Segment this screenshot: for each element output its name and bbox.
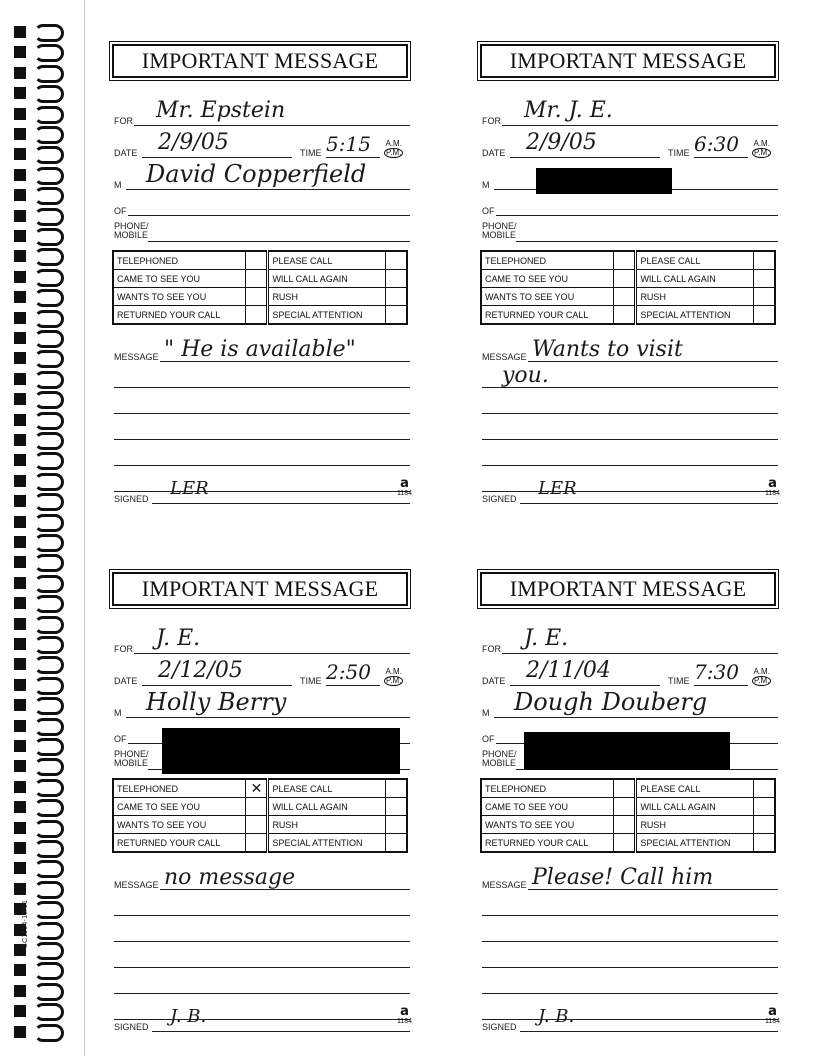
spiral-coil bbox=[14, 514, 62, 528]
returned-your-call-checkbox[interactable] bbox=[246, 834, 268, 853]
spiral-coil bbox=[14, 208, 62, 222]
spiral-coil bbox=[14, 65, 62, 79]
form-logo bbox=[397, 478, 412, 498]
am-label: A.M. bbox=[753, 139, 770, 148]
form-logo bbox=[397, 1006, 412, 1026]
phone-label bbox=[482, 750, 517, 768]
spiral-coil bbox=[14, 738, 62, 752]
signed-line bbox=[152, 503, 410, 504]
spiral-coil bbox=[14, 248, 62, 262]
date-value: 2/11/04 bbox=[526, 658, 611, 683]
m-line bbox=[126, 717, 410, 718]
phone-label-line-1: PHONE/ bbox=[482, 749, 517, 759]
time-line bbox=[326, 157, 380, 158]
am-label: A.M. bbox=[385, 667, 402, 676]
pm-label: P.M. bbox=[754, 148, 770, 157]
telephoned-label: TELEPHONED bbox=[481, 251, 614, 270]
for-label: FOR bbox=[482, 644, 501, 654]
for-label: FOR bbox=[114, 116, 133, 126]
phone-label bbox=[114, 750, 149, 768]
signed-value: LER bbox=[170, 478, 209, 499]
message-line-4 bbox=[482, 465, 778, 466]
special-attention-label: SPECIAL ATTENTION bbox=[636, 834, 754, 853]
signed-label: SIGNED bbox=[114, 1022, 149, 1032]
signed-value: J. B. bbox=[538, 1006, 575, 1027]
telephoned-checkbox[interactable] bbox=[614, 779, 636, 798]
message-line-4 bbox=[482, 993, 778, 994]
message-slip-2 bbox=[472, 36, 798, 512]
redaction-box bbox=[536, 168, 672, 194]
date-label: DATE bbox=[482, 148, 506, 158]
special-attention-checkbox[interactable] bbox=[754, 306, 776, 325]
for-line bbox=[134, 125, 410, 126]
came-to-see-you-checkbox[interactable] bbox=[614, 270, 636, 288]
please-call-checkbox[interactable] bbox=[386, 779, 408, 798]
form-number: 1184 bbox=[396, 1018, 412, 1025]
spiral-coil bbox=[14, 432, 62, 446]
message-text-line-0: Please! Call him bbox=[532, 865, 714, 890]
time-line bbox=[326, 685, 380, 686]
spiral-coil bbox=[14, 452, 62, 466]
message-line-1 bbox=[114, 387, 410, 388]
m-line bbox=[494, 717, 778, 718]
special-attention-label: SPECIAL ATTENTION bbox=[268, 834, 386, 853]
spiral-coil bbox=[14, 860, 62, 874]
wants-to-see-you-checkbox[interactable] bbox=[246, 288, 268, 306]
for-value: Mr. J. E. bbox=[524, 98, 613, 123]
rush-label: RUSH bbox=[268, 816, 386, 834]
spiral-coil bbox=[14, 350, 62, 364]
for-value: J. E. bbox=[524, 626, 569, 651]
message-line-5 bbox=[114, 491, 410, 492]
signed-value: LER bbox=[538, 478, 577, 499]
special-attention-label: SPECIAL ATTENTION bbox=[268, 306, 386, 325]
for-label: FOR bbox=[482, 116, 501, 126]
phone-label-line-1: PHONE/ bbox=[114, 221, 149, 231]
spiral-coil bbox=[14, 106, 62, 120]
time-value: 6:30 bbox=[694, 132, 739, 156]
date-label: DATE bbox=[114, 148, 138, 158]
date-value: 2/9/05 bbox=[526, 130, 597, 155]
form-code: SC1184-10/01 bbox=[22, 899, 29, 948]
will-call-again-label: WILL CALL AGAIN bbox=[268, 798, 386, 816]
came-to-see-you-label: CAME TO SEE YOU bbox=[481, 798, 614, 816]
phone-line bbox=[516, 241, 778, 242]
for-value: Mr. Epstein bbox=[156, 98, 286, 123]
message-line-2 bbox=[482, 413, 778, 414]
message-line-3 bbox=[482, 439, 778, 440]
spiral-binding bbox=[4, 24, 68, 1054]
page-margin-line bbox=[84, 0, 85, 1056]
spiral-coil bbox=[14, 799, 62, 813]
pm-label: P.M. bbox=[386, 148, 402, 157]
of-label: OF bbox=[482, 206, 495, 216]
wants-to-see-you-label: WANTS TO SEE YOU bbox=[113, 288, 246, 306]
will-call-again-checkbox[interactable] bbox=[754, 270, 776, 288]
redaction-box bbox=[524, 732, 730, 770]
spiral-coil bbox=[14, 575, 62, 589]
phone-label-line-2: MOBILE bbox=[114, 230, 149, 240]
of-line bbox=[496, 215, 778, 216]
check-table bbox=[112, 778, 408, 853]
date-label: DATE bbox=[114, 676, 138, 686]
wants-to-see-you-checkbox[interactable] bbox=[614, 288, 636, 306]
of-label: OF bbox=[114, 734, 127, 744]
message-line-3 bbox=[482, 967, 778, 968]
wants-to-see-you-checkbox[interactable] bbox=[614, 816, 636, 834]
am-label: A.M. bbox=[385, 139, 402, 148]
spiral-coil bbox=[14, 820, 62, 834]
spiral-coil bbox=[14, 983, 62, 997]
signed-line bbox=[520, 503, 778, 504]
slip-title: IMPORTANT MESSAGE bbox=[480, 44, 776, 78]
slip-title: IMPORTANT MESSAGE bbox=[112, 572, 408, 606]
returned-your-call-label: RETURNED YOUR CALL bbox=[113, 834, 246, 853]
for-line bbox=[134, 653, 410, 654]
spiral-coil bbox=[14, 840, 62, 854]
came-to-see-you-checkbox[interactable] bbox=[614, 798, 636, 816]
phone-label-line-2: MOBILE bbox=[482, 230, 517, 240]
telephoned-checkbox[interactable]: ✕ bbox=[246, 779, 268, 798]
slip-title: IMPORTANT MESSAGE bbox=[112, 44, 408, 78]
from-value: Holly Berry bbox=[146, 688, 287, 716]
message-text-line-0: Wants to visit bbox=[532, 337, 683, 362]
signed-label: SIGNED bbox=[482, 1022, 517, 1032]
am-pm-indicator bbox=[384, 140, 403, 158]
time-value: 2:50 bbox=[326, 660, 371, 684]
spiral-coil bbox=[14, 962, 62, 976]
message-slip-3 bbox=[104, 564, 430, 1040]
message-line-5 bbox=[482, 491, 778, 492]
pm-label: P.M. bbox=[386, 676, 402, 685]
rush-label: RUSH bbox=[268, 288, 386, 306]
time-label: TIME bbox=[668, 676, 690, 686]
am-label: A.M. bbox=[753, 667, 770, 676]
rush-checkbox[interactable] bbox=[386, 816, 408, 834]
spiral-coil bbox=[14, 269, 62, 283]
message-line-4 bbox=[114, 993, 410, 994]
spiral-coil bbox=[14, 187, 62, 201]
spiral-coil bbox=[14, 412, 62, 426]
message-line-3 bbox=[114, 967, 410, 968]
m-label: M bbox=[114, 708, 122, 718]
wants-to-see-you-label: WANTS TO SEE YOU bbox=[113, 816, 246, 834]
redaction-box bbox=[162, 728, 400, 774]
will-call-again-checkbox[interactable] bbox=[386, 270, 408, 288]
came-to-see-you-label: CAME TO SEE YOU bbox=[113, 270, 246, 288]
message-line-1 bbox=[482, 915, 778, 916]
time-line bbox=[694, 157, 748, 158]
will-call-again-checkbox[interactable] bbox=[386, 798, 408, 816]
for-label: FOR bbox=[114, 644, 133, 654]
form-logo bbox=[765, 1006, 780, 1026]
date-value: 2/12/05 bbox=[158, 658, 243, 683]
message-line-3 bbox=[114, 439, 410, 440]
please-call-label: PLEASE CALL bbox=[636, 251, 754, 270]
am-pm-indicator bbox=[384, 668, 403, 686]
message-label: MESSAGE bbox=[482, 352, 527, 362]
spiral-coil bbox=[14, 677, 62, 691]
of-label: OF bbox=[482, 734, 495, 744]
phone-label bbox=[114, 222, 149, 240]
telephoned-label: TELEPHONED bbox=[113, 251, 246, 270]
from-value: David Copperfield bbox=[146, 160, 367, 188]
time-value: 7:30 bbox=[694, 660, 739, 684]
spiral-coil bbox=[14, 167, 62, 181]
spiral-coil bbox=[14, 310, 62, 324]
special-attention-label: SPECIAL ATTENTION bbox=[636, 306, 754, 325]
spiral-coil bbox=[14, 371, 62, 385]
spiral-coil bbox=[14, 616, 62, 630]
phone-label-line-2: MOBILE bbox=[114, 758, 149, 768]
spiral-coil bbox=[14, 473, 62, 487]
spiral-coil bbox=[14, 44, 62, 58]
message-label: MESSAGE bbox=[482, 880, 527, 890]
will-call-again-label: WILL CALL AGAIN bbox=[636, 798, 754, 816]
date-value: 2/9/05 bbox=[158, 130, 229, 155]
rush-label: RUSH bbox=[636, 288, 754, 306]
please-call-checkbox[interactable] bbox=[386, 251, 408, 270]
special-attention-checkbox[interactable] bbox=[754, 834, 776, 853]
please-call-label: PLEASE CALL bbox=[268, 779, 386, 798]
message-line-4 bbox=[114, 465, 410, 466]
returned-your-call-label: RETURNED YOUR CALL bbox=[481, 834, 614, 853]
will-call-again-checkbox[interactable] bbox=[754, 798, 776, 816]
telephoned-label: TELEPHONED bbox=[481, 779, 614, 798]
signed-label: SIGNED bbox=[114, 494, 149, 504]
will-call-again-label: WILL CALL AGAIN bbox=[268, 270, 386, 288]
slip-title: IMPORTANT MESSAGE bbox=[480, 572, 776, 606]
message-line-1 bbox=[114, 915, 410, 916]
rush-checkbox[interactable] bbox=[754, 288, 776, 306]
for-value: J. E. bbox=[156, 626, 201, 651]
for-line bbox=[502, 125, 778, 126]
of-line bbox=[128, 215, 410, 216]
message-slip-1 bbox=[104, 36, 430, 512]
returned-your-call-label: RETURNED YOUR CALL bbox=[113, 306, 246, 325]
for-line bbox=[502, 653, 778, 654]
signed-label: SIGNED bbox=[482, 494, 517, 504]
message-line-2 bbox=[482, 941, 778, 942]
check-table bbox=[480, 250, 776, 325]
spiral-coil bbox=[14, 656, 62, 670]
spiral-coil bbox=[14, 636, 62, 650]
phone-label-line-1: PHONE/ bbox=[114, 749, 149, 759]
spiral-coil bbox=[14, 595, 62, 609]
telephoned-checkbox[interactable] bbox=[614, 251, 636, 270]
logo-glyph: a bbox=[400, 476, 409, 491]
message-text-line-0: no message bbox=[164, 865, 296, 890]
spiral-coil bbox=[14, 881, 62, 895]
time-label: TIME bbox=[300, 676, 322, 686]
message-text-line-0: " He is available" bbox=[164, 337, 356, 362]
came-to-see-you-label: CAME TO SEE YOU bbox=[481, 270, 614, 288]
date-label: DATE bbox=[482, 676, 506, 686]
came-to-see-you-label: CAME TO SEE YOU bbox=[113, 798, 246, 816]
form-number: 1184 bbox=[764, 1018, 780, 1025]
came-to-see-you-checkbox[interactable] bbox=[246, 270, 268, 288]
spiral-coil bbox=[14, 534, 62, 548]
m-label: M bbox=[114, 180, 122, 190]
message-label: MESSAGE bbox=[114, 352, 159, 362]
date-line bbox=[510, 157, 660, 158]
special-attention-checkbox[interactable] bbox=[386, 306, 408, 325]
spiral-coil bbox=[14, 1003, 62, 1017]
check-table bbox=[480, 778, 776, 853]
spiral-coil bbox=[14, 330, 62, 344]
spiral-coil bbox=[14, 758, 62, 772]
message-text-line-1: you. bbox=[502, 363, 549, 388]
logo-glyph: a bbox=[768, 476, 777, 491]
spiral-coil bbox=[14, 391, 62, 405]
special-attention-checkbox[interactable] bbox=[386, 834, 408, 853]
time-label: TIME bbox=[300, 148, 322, 158]
will-call-again-label: WILL CALL AGAIN bbox=[636, 270, 754, 288]
rush-checkbox[interactable] bbox=[754, 816, 776, 834]
spiral-coil bbox=[14, 228, 62, 242]
phone-label-line-2: MOBILE bbox=[482, 758, 517, 768]
phone-label bbox=[482, 222, 517, 240]
message-line-2 bbox=[114, 941, 410, 942]
please-call-checkbox[interactable] bbox=[754, 779, 776, 798]
logo-glyph: a bbox=[768, 1004, 777, 1019]
logo-glyph: a bbox=[400, 1004, 409, 1019]
message-line-5 bbox=[114, 1019, 410, 1020]
phone-label-line-1: PHONE/ bbox=[482, 221, 517, 231]
phone-line bbox=[148, 241, 410, 242]
spiral-coil bbox=[14, 493, 62, 507]
signed-line bbox=[520, 1031, 778, 1032]
please-call-checkbox[interactable] bbox=[754, 251, 776, 270]
m-label: M bbox=[482, 180, 490, 190]
message-slip-4 bbox=[472, 564, 798, 1040]
date-line bbox=[142, 157, 292, 158]
rush-checkbox[interactable] bbox=[386, 288, 408, 306]
returned-your-call-checkbox[interactable] bbox=[614, 306, 636, 325]
m-label: M bbox=[482, 708, 490, 718]
from-value: Dough Douberg bbox=[514, 688, 708, 716]
returned-your-call-checkbox[interactable] bbox=[614, 834, 636, 853]
please-call-label: PLEASE CALL bbox=[268, 251, 386, 270]
wants-to-see-you-checkbox[interactable] bbox=[246, 816, 268, 834]
spiral-coil bbox=[14, 697, 62, 711]
spiral-coil bbox=[14, 1024, 62, 1038]
returned-your-call-label: RETURNED YOUR CALL bbox=[481, 306, 614, 325]
spiral-coil bbox=[14, 554, 62, 568]
time-label: TIME bbox=[668, 148, 690, 158]
spiral-coil bbox=[14, 85, 62, 99]
spiral-coil bbox=[14, 779, 62, 793]
form-number: 1184 bbox=[396, 490, 412, 497]
of-label: OF bbox=[114, 206, 127, 216]
message-label: MESSAGE bbox=[114, 880, 159, 890]
spiral-coil bbox=[14, 24, 62, 38]
returned-your-call-checkbox[interactable] bbox=[246, 306, 268, 325]
time-line bbox=[694, 685, 748, 686]
message-line-5 bbox=[482, 1019, 778, 1020]
check-table bbox=[112, 250, 408, 325]
signed-value: J. B. bbox=[170, 1006, 207, 1027]
date-line bbox=[142, 685, 292, 686]
rush-label: RUSH bbox=[636, 816, 754, 834]
please-call-label: PLEASE CALL bbox=[636, 779, 754, 798]
message-line-2 bbox=[114, 413, 410, 414]
am-pm-indicator bbox=[752, 668, 771, 686]
time-value: 5:15 bbox=[326, 132, 371, 156]
form-logo bbox=[765, 478, 780, 498]
am-pm-indicator bbox=[752, 140, 771, 158]
wants-to-see-you-label: WANTS TO SEE YOU bbox=[481, 288, 614, 306]
came-to-see-you-checkbox[interactable] bbox=[246, 798, 268, 816]
spiral-coil bbox=[14, 146, 62, 160]
telephoned-label: TELEPHONED bbox=[113, 779, 246, 798]
spiral-coil bbox=[14, 289, 62, 303]
date-line bbox=[510, 685, 660, 686]
m-line bbox=[126, 189, 410, 190]
pm-label: P.M. bbox=[754, 676, 770, 685]
spiral-coil bbox=[14, 126, 62, 140]
telephoned-checkbox[interactable] bbox=[246, 251, 268, 270]
wants-to-see-you-label: WANTS TO SEE YOU bbox=[481, 816, 614, 834]
spiral-coil bbox=[14, 718, 62, 732]
signed-line bbox=[152, 1031, 410, 1032]
form-number: 1184 bbox=[764, 490, 780, 497]
